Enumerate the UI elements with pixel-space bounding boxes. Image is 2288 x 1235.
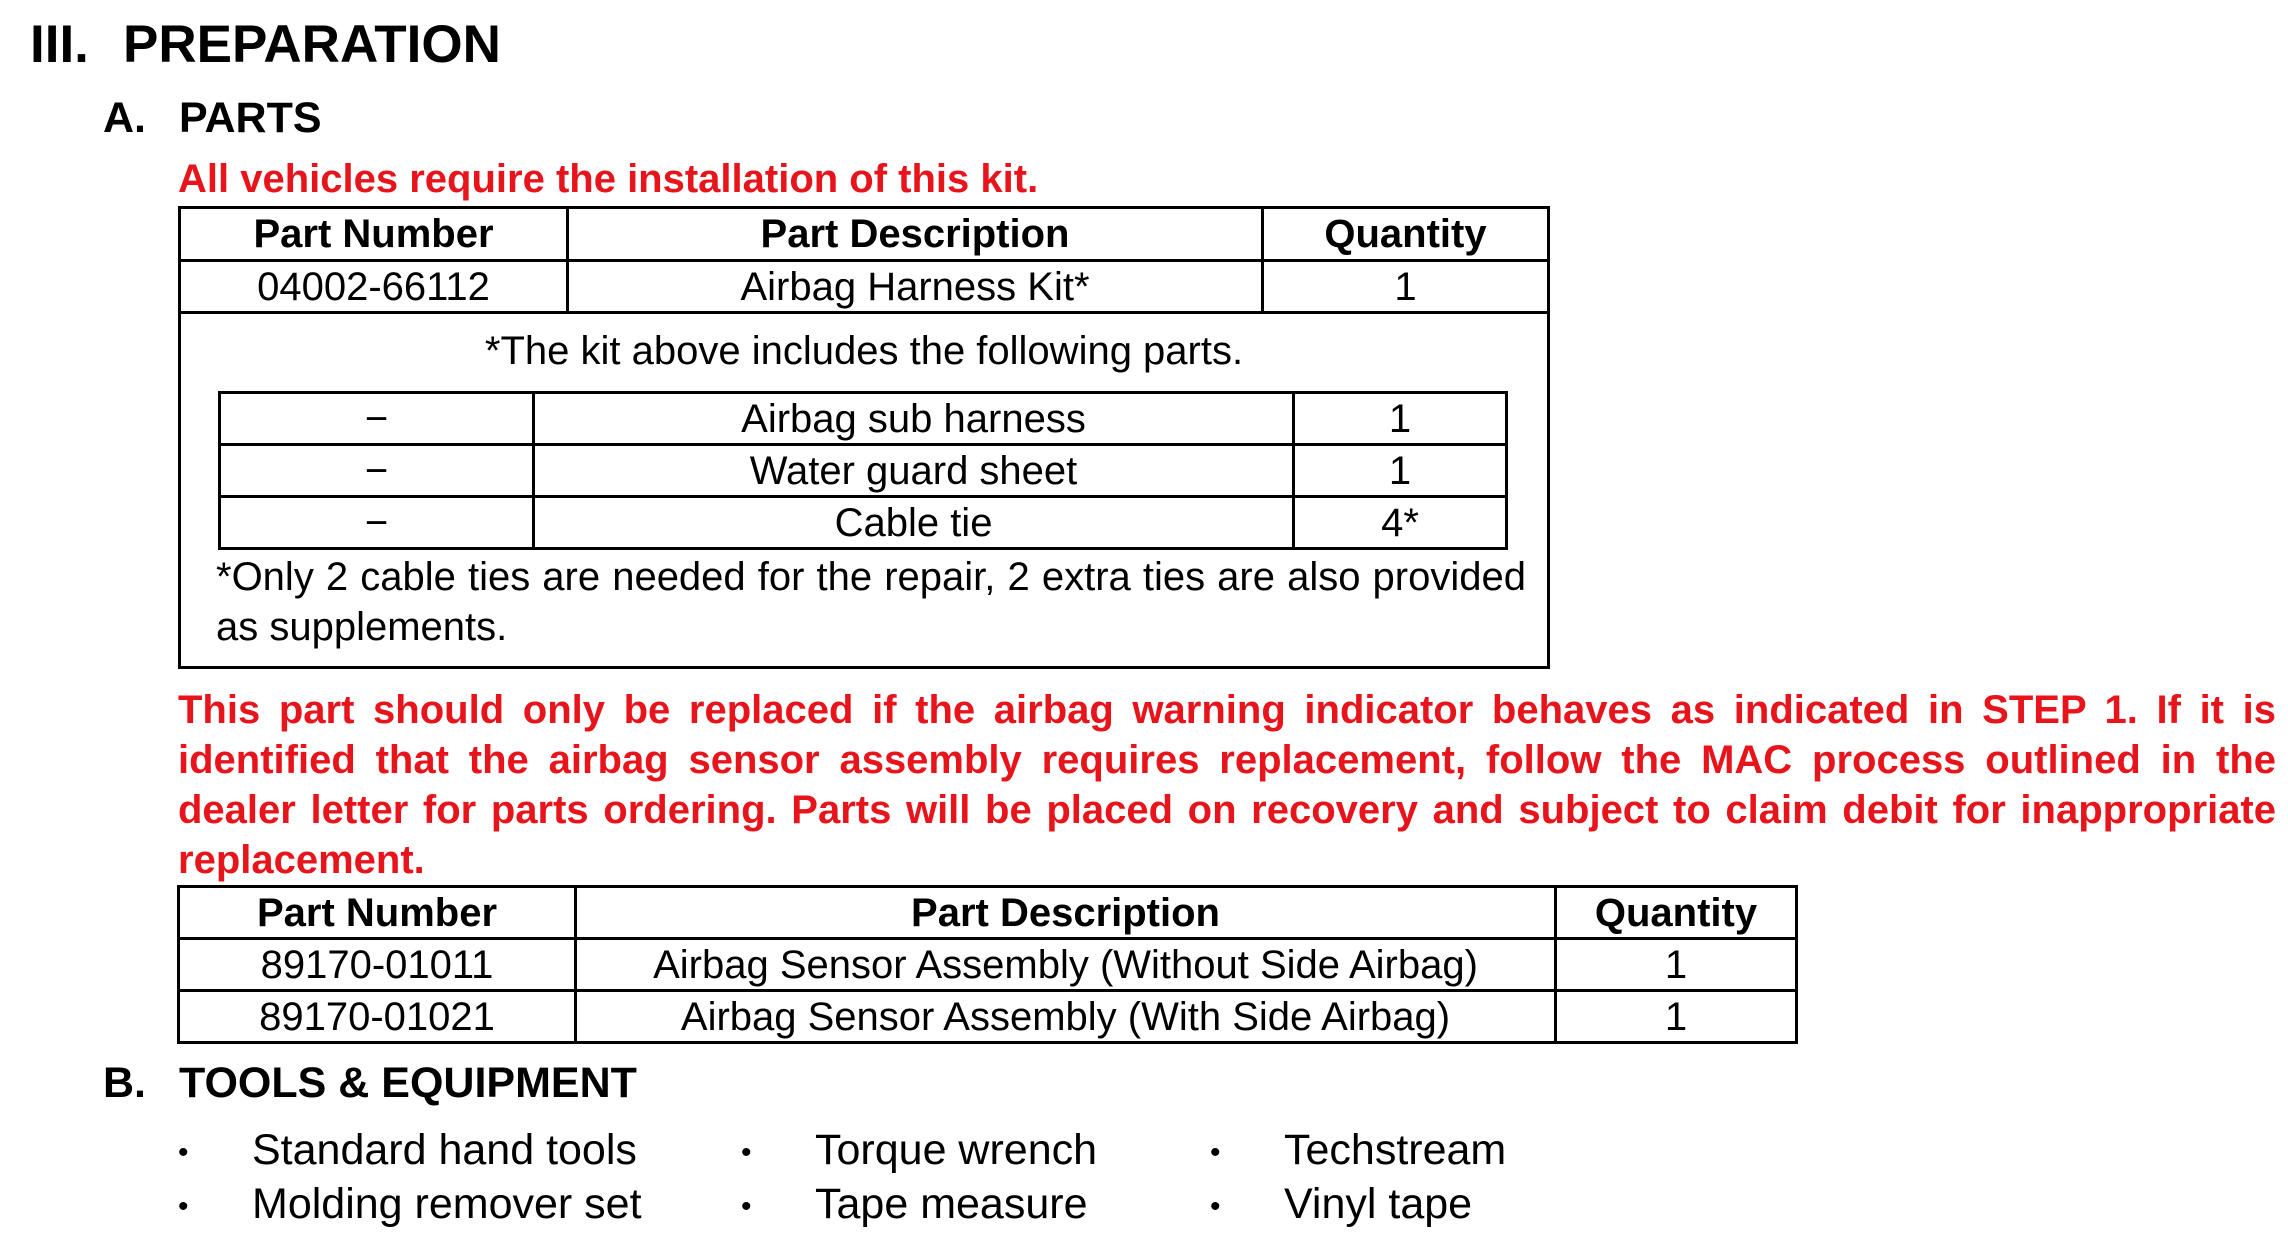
section-title: PREPARATION: [123, 15, 501, 74]
sensor-table-header-row: [179, 887, 1797, 939]
list-item: [178, 1180, 642, 1229]
list-item: [1210, 1126, 1506, 1175]
sensor-col-description: Part Description: [576, 887, 1556, 939]
sensor-description: Airbag Sensor Assembly (With Side Airbag): [576, 991, 1556, 1043]
list-item: [741, 1126, 1097, 1175]
tool-label: Techstream: [1284, 1126, 1507, 1174]
list-item: [178, 1126, 637, 1175]
tool-label: Tape measure: [815, 1180, 1088, 1228]
kit-quantity: 1: [1263, 261, 1549, 313]
sensor-table: [177, 885, 1798, 1044]
list-item: [741, 1180, 1088, 1229]
kit-table-header-row: [180, 208, 1549, 261]
section-number: III.: [30, 15, 89, 74]
bullet-icon: •: [1210, 1189, 1221, 1223]
sensor-quantity: 1: [1556, 939, 1797, 991]
kit-col-description: Part Description: [568, 208, 1263, 261]
parts-heading: [103, 94, 322, 143]
content-part-number: −: [220, 445, 534, 497]
bullet-icon: •: [178, 1189, 189, 1223]
tool-label: Standard hand tools: [252, 1126, 637, 1174]
content-quantity: 4*: [1294, 497, 1507, 549]
sensor-part-number: 89170-01011: [179, 939, 576, 991]
tool-label: Vinyl tape: [1284, 1180, 1473, 1228]
table-row: [220, 393, 1507, 445]
cable-tie-note: *Only 2 cable ties are needed for the repair, 2 extra ties are also provided as supplements.: [216, 555, 1526, 649]
tool-label: Torque wrench: [815, 1126, 1098, 1174]
content-description: Water guard sheet: [534, 445, 1294, 497]
content-part-number: −: [220, 497, 534, 549]
parts-number: A.: [103, 94, 146, 142]
bullet-icon: •: [741, 1189, 752, 1223]
sensor-description: Airbag Sensor Assembly (Without Side Airbag): [576, 939, 1556, 991]
sensor-col-part-number: Part Number: [179, 887, 576, 939]
tools-number: B.: [103, 1059, 146, 1107]
bullet-icon: •: [178, 1135, 189, 1169]
kit-table: [178, 206, 1550, 314]
sensor-col-quantity: Quantity: [1556, 887, 1797, 939]
section-heading: [30, 14, 501, 75]
content-quantity: 1: [1294, 393, 1507, 445]
kit-col-part-number: Part Number: [180, 208, 568, 261]
content-part-number: −: [220, 393, 534, 445]
table-row: [220, 497, 1507, 549]
table-row: [180, 261, 1549, 313]
content-description: Airbag sub harness: [534, 393, 1294, 445]
tool-label: Molding remover set: [252, 1180, 642, 1228]
table-row: [220, 445, 1507, 497]
kit-requirement-text: All vehicles require the installation of this kit.: [178, 157, 1039, 201]
parts-title: PARTS: [179, 94, 322, 142]
content-description: Cable tie: [534, 497, 1294, 549]
sensor-part-number: 89170-01021: [179, 991, 576, 1043]
list-item: [1210, 1180, 1472, 1229]
replacement-warning: This part should only be replaced if the airbag warning indicator behaves as indicated in STEP 1. If it is identified that the airbag sensor assembly requires replacement, follow the MAC process outlined in the dealer letter for parts ordering. Parts will be placed on recovery and subject to claim debit for inappropriate replacement.: [178, 688, 2276, 882]
bullet-icon: •: [741, 1135, 752, 1169]
kit-col-quantity: Quantity: [1263, 208, 1549, 261]
content-quantity: 1: [1294, 445, 1507, 497]
kit-contents-table: [218, 391, 1508, 550]
kit-description: Airbag Harness Kit*: [568, 261, 1263, 313]
table-row: [179, 939, 1797, 991]
tools-title: TOOLS & EQUIPMENT: [179, 1059, 637, 1107]
kit-part-number: 04002-66112: [180, 261, 568, 313]
table-row: [179, 991, 1797, 1043]
kit-contents-note: *The kit above includes the following parts.: [484, 329, 1244, 373]
tools-heading: [103, 1059, 637, 1108]
sensor-quantity: 1: [1556, 991, 1797, 1043]
bullet-icon: •: [1210, 1135, 1221, 1169]
